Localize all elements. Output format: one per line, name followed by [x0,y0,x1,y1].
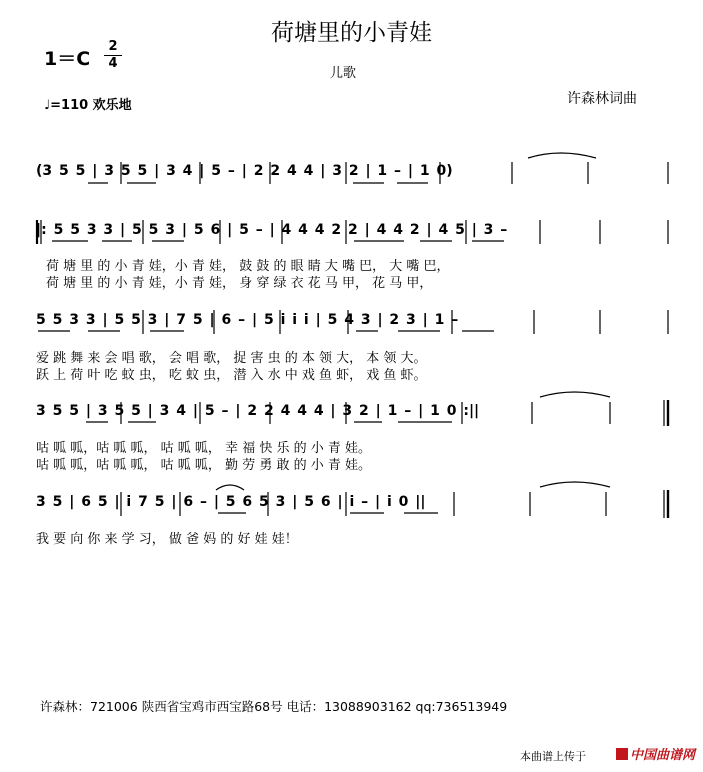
upload-note: 本曲谱上传于 [520,750,586,763]
lyric-row-2-verse-2: 荷 塘 里 的 小 青 娃，小 青 娃， 身 穿 绿 衣 花 马 甲， 花 马 甲， [46,276,433,291]
site-logo [616,744,695,763]
lyric-row-4-verse-1: 咕 呱 呱，咕 呱 呱， 咕 呱 呱， 幸 福 快 乐 的 小 青 娃。 [36,441,371,456]
lyric-row-4-verse-2: 咕 呱 呱，咕 呱 呱， 咕 呱 呱， 勤 劳 勇 敢 的 小 青 娃。 [36,458,371,473]
notation-row-3: 5 5 3 3 | 5 5 3 | 7 5 | 6 – | 5 i i i | 5 4 3 | 2 3 | 1 – [36,312,459,328]
lyric-row-5-verse-1: 我 要 向 你 来 学 习， 做 爸 妈 的 好 娃 娃！ [36,532,298,547]
lyric-row-3-verse-1: 爱 跳 舞 来 会 唱 歌， 会 唱 歌， 捉 害 虫 的 本 领 大， 本 领 大。 [36,351,427,366]
lyric-row-3-verse-2: 跃 上 荷 叶 吃 蚊 虫， 吃 蚊 虫， 潜 入 水 中 戏 鱼 虾， 戏 鱼 虾。 [36,368,427,383]
song-title: 荷塘里的小青娃 [271,20,432,46]
time-signature-bottom: 4 [108,56,118,71]
time-signature-top: 2 [108,39,118,54]
song-genre: 儿歌 [330,66,357,81]
site-name: 中国曲谱网 [630,748,696,763]
author-contact: 许森林：721006 陕西省宝鸡市西宝路68号 电话：13088903162 qq:736513949 [40,699,508,714]
notation-row-2: |: 5 5 3 3 | 5 5 3 | 5 6 | 5 – | 4 4 4 2 2 | 4 4 2 | 4 5 | 3 – [36,222,508,238]
notation-row-5: 3 5 | 6 5 | i 7 5 | 6 – | 5 6 5 3 | 5 6 | i – | i 0 || [36,494,426,510]
key-signature: 1＝C [44,48,91,70]
logo-icon [616,748,628,760]
tempo-marking: ♩=110 欢乐地 [44,98,132,113]
notation-row-4: 3 5 5 | 3 5 5 | 3 4 | 5 – | 2 2 4 4 4 | 3 2 | 1 – | 1 0 :|| [36,403,480,419]
notation-row-1: (3 5 5 | 3 5 5 | 3 4 | 5 – | 2 2 4 4 | 3 2 | 1 – | 1 0) [36,163,453,179]
lyric-row-2-verse-1: 荷 塘 里 的 小 青 娃，小 青 娃， 鼓 鼓 的 眼 睛 大 嘴 巴， 大 嘴 巴， [46,259,450,274]
composer-credit: 许森林词曲 [567,91,637,107]
